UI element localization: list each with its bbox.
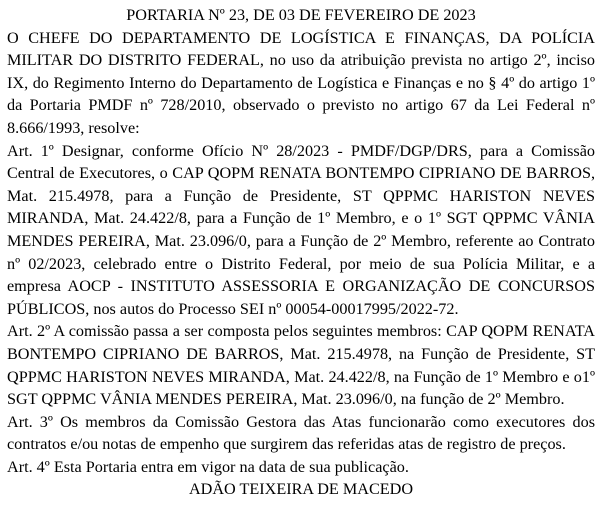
signatory-name: ADÃO TEIXEIRA DE MACEDO [188,480,414,499]
article-1-paragraph: Art. 1º Designar, conforme Ofício Nº 28/2023 - PMDF/DGP/DRS, para a Comissão Central de Executores, o CAP QOPM RENATA BONTEMPO CIPRIANO DE BARROS, Mat. 215.4978, para a Função de Presidente, ST QPPMC HARISTON NEVES MIRANDA, Mat. 24.422/8, para a Função de 1º Membro, e o 1º SGT QPPMC VÂNIA MENDES PEREIRA, Mat. 23.096/0, para a Função de 2º Membro, referente ao Contrato nº 02/2023, celebrado entre o Distrito Federal, por meio de sua Polícia Militar, e a empresa AOCP - INSTITUTO ASSESSORIA E ORGANIZAÇÃO DE CONCURSOS PÚBLICOS, nos autos do Processo SEI nº 00054-00017995/2022-72. [7,141,595,318]
preamble-paragraph: O CHEFE DO DEPARTAMENTO DE LOGÍSTICA E FINANÇAS, DA POLÍCIA MILITAR DO DISTRITO FEDERAL, no uso da atribuição prevista no artigo 2º, inciso IX, do Regimento Interno do Departamento de Logística e Finanças e no § 4º do artigo 1º da Portaria PMDF nº 728/2010, observado o previsto no artigo 67 da Lei Federal nº 8.666/1993, resolve: [7,28,595,137]
document-title: PORTARIA Nº 23, DE 03 DE FEVEREIRO DE 2023 [126,6,476,24]
article-3-paragraph: Art. 3º Os membros da Comissão Gestora das Atas funcionarão como executores dos contratos e/ou notas de empenho que surgirem das referidas atas de registro de preços. [7,412,595,454]
article-2-paragraph: Art. 2º A comissão passa a ser composta pelos seguintes membros: CAP QOPM RENATA BONTEMPO CIPRIANO DE BARROS, Mat. 215.4978, na Função de Presidente, ST QPPMC HARISTON NEVES MIRANDA, Mat. 24.422/8, na Função de 1º Membro e o1º SGT QPPMC VÂNIA MENDES PEREIRA, Mat. 23.096/0, na função de 2º Membro. [7,322,595,409]
article-4-paragraph: Art. 4º Esta Portaria entra em vigor na data de sua publicação. [7,457,409,476]
